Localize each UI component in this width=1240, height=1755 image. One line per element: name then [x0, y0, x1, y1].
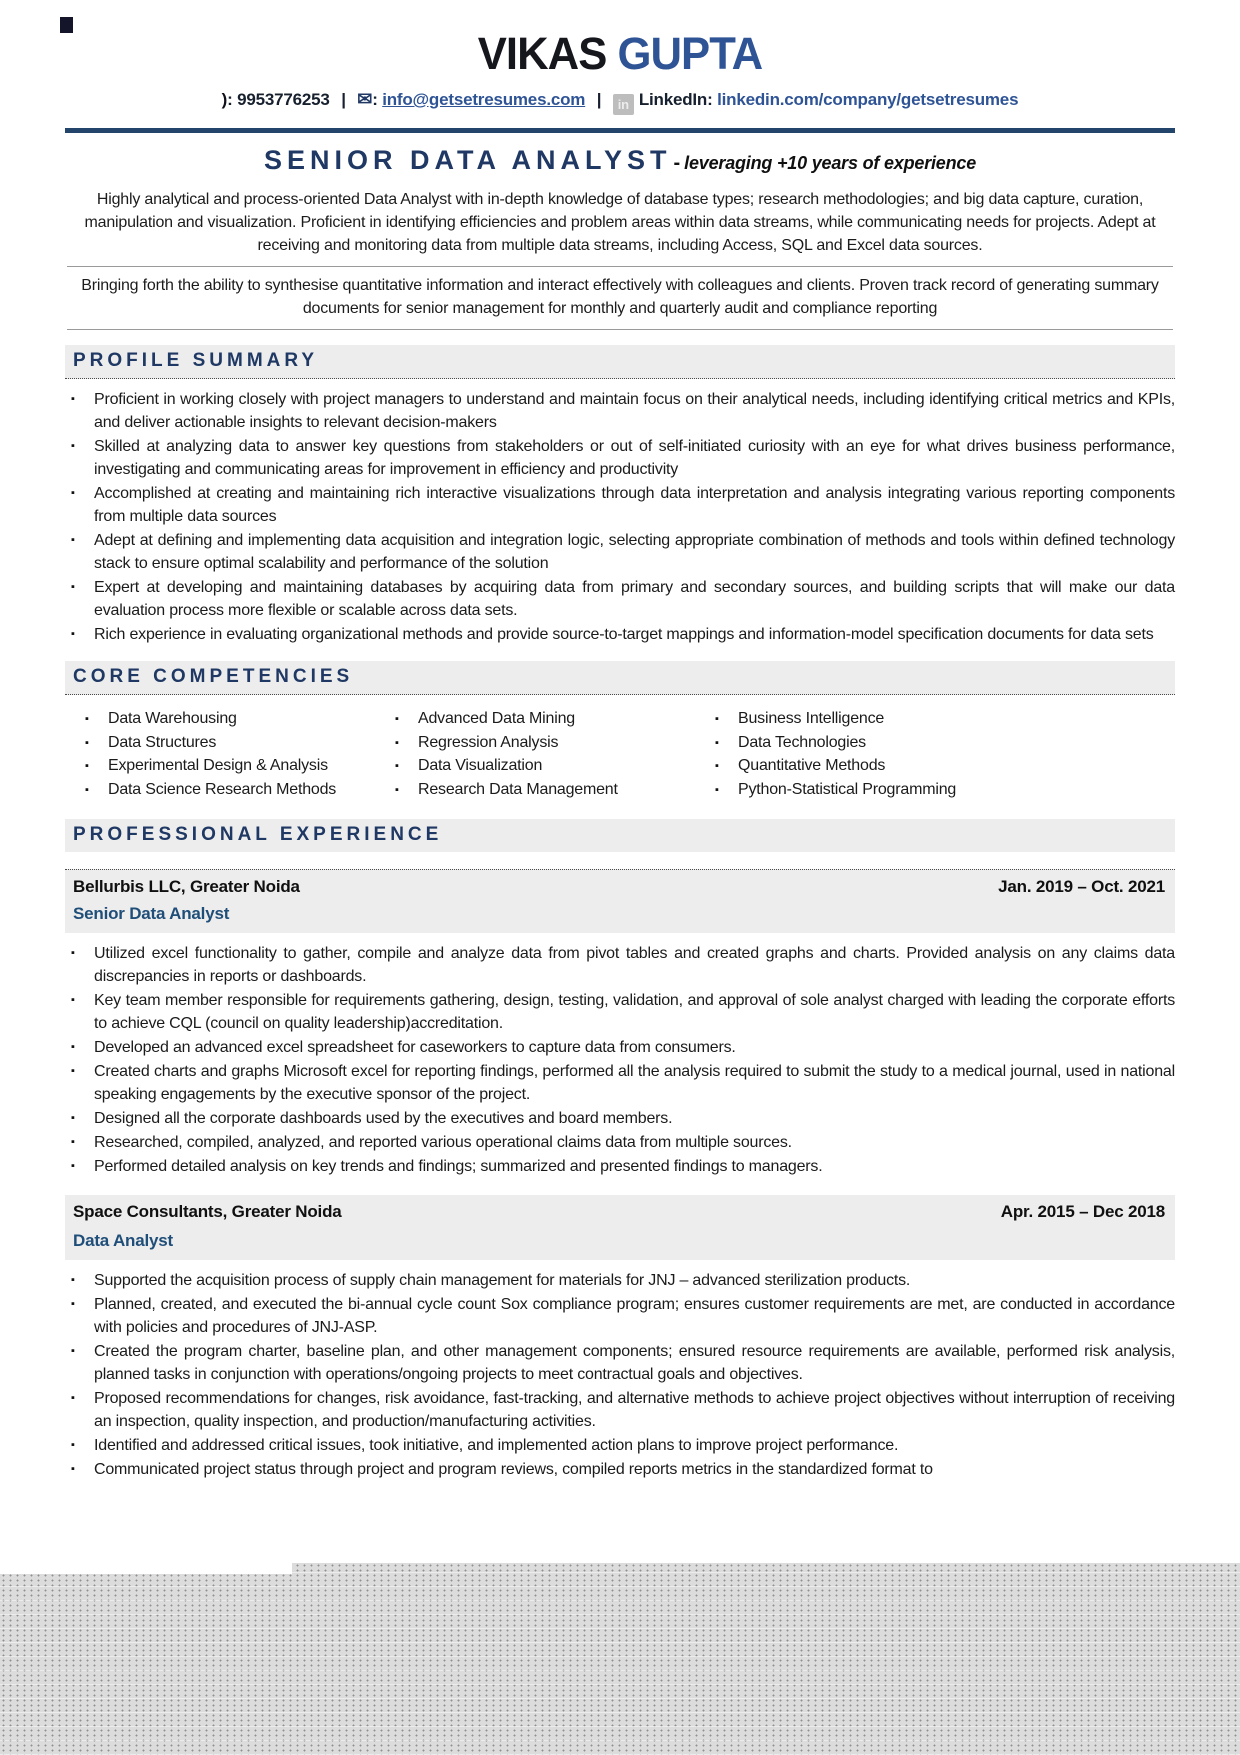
- title-row: [65, 144, 1175, 181]
- summary-paragraph-1: Highly analytical and process-oriented Data Analyst with in-depth knowledge of database types; research methodologies; and big data capture, curation, manipulation and visualization. Proficient in identifying efficiencies and problem areas within data streams, while communicating needs for projects. Adept at receiving and monitoring data from multiple data streams, including Access, SQL and Excel data sources.: [84, 191, 1156, 254]
- job-bullets-space-consultants: [65, 1269, 1175, 1481]
- job-header-space-consultants: [65, 1195, 1175, 1260]
- linkedin-label: LinkedIn:: [638, 90, 713, 109]
- contact-row: [65, 89, 1175, 115]
- profile-summary-list: [65, 388, 1175, 646]
- competency-item: ▪ Experimental Design & Analysis: [79, 755, 389, 778]
- job-company: Space Consultants, Greater Noida: [73, 1202, 342, 1221]
- job-dates: Apr. 2015 – Dec 2018: [1000, 1202, 1165, 1221]
- competency-item: ▪ Data Visualization: [389, 755, 709, 778]
- job-bullet: ▪ Utilized excel functionality to gather, compile and analyze data from pivot tables and created graphs and charts. Provided analysis on any claims data discrepancies in reports or dashboards.: [65, 942, 1175, 988]
- job-bullet: ▪ Identified and addressed critical issues, took initiative, and implemented action plans to improve project performance.: [65, 1434, 1175, 1457]
- job-bullet: ▪ Communicated project status through project and program reviews, compiled reports metrics in the standardized format to: [65, 1458, 1175, 1481]
- profile-bullet: ▪ Expert at developing and maintaining databases by acquiring data from primary and secondary sources, and building scripts that will make our data evaluation process more flexible or scalable across data sets.: [65, 576, 1175, 622]
- section-profile-summary-band: [65, 345, 1175, 379]
- candidate-first-name: VIKAS: [477, 28, 607, 79]
- job-dates: Jan. 2019 – Oct. 2021: [998, 877, 1165, 896]
- competency-column-2: [389, 708, 709, 802]
- section-heading-professional-experience: PROFESSIONAL EXPERIENCE: [73, 824, 443, 845]
- title-subtitle: leveraging +10 years of experience: [684, 153, 977, 173]
- job-bullet: ▪ Researched, compiled, analyzed, and reported various operational claims data from multiple sources.: [65, 1131, 1175, 1154]
- competency-item: ▪ Data Warehousing: [79, 708, 389, 731]
- email-link[interactable]: info@getsetresumes.com: [382, 90, 586, 109]
- job-bullet: ▪ Performed detailed analysis on key trends and findings; summarized and presented findings to managers.: [65, 1155, 1175, 1178]
- linkedin-link[interactable]: linkedin.com/company/getsetresumes: [717, 90, 1019, 109]
- title-dash: -: [673, 152, 681, 174]
- phone-icon: ): [221, 90, 228, 109]
- competency-item: ▪ Advanced Data Mining: [389, 708, 709, 731]
- contact-separator: |: [596, 90, 602, 109]
- section-professional-experience-band: [65, 819, 1175, 852]
- job-company: Bellurbis LLC, Greater Noida: [73, 877, 300, 896]
- summary-paragraph-2: Bringing forth the ability to synthesise quantitative information and interact effectively with colleagues and clients. Proven track record of generating summary documents for senior management for monthly and quarterly audit and compliance reporting: [81, 277, 1159, 317]
- competency-item: ▪ Business Intelligence: [709, 708, 1175, 731]
- competency-item: ▪ Data Technologies: [709, 732, 1175, 755]
- job-header-bellurbis: [65, 869, 1175, 933]
- job-bullets-bellurbis: [65, 942, 1175, 1178]
- profile-bullet: ▪ Adept at defining and implementing data acquisition and integration logic, selecting appropriate combination of methods and tools within defined technology stack to ensure optimal scalability and performance of the solution: [65, 529, 1175, 575]
- job-head-row: [73, 877, 1165, 897]
- resume-content: [0, 28, 1240, 1481]
- competency-column-3: [709, 708, 1175, 802]
- job-head-row: [73, 1202, 1165, 1222]
- job-bullet: ▪ Planned, created, and executed the bi-annual cycle count Sox compliance program; ensures customer requirements are met, are conducted in accordance with policies and procedures of JNJ-ASP.: [65, 1293, 1175, 1339]
- competencies-grid: [65, 695, 1175, 804]
- competency-item: ▪ Data Science Research Methods: [79, 779, 389, 802]
- bottom-texture-area: [0, 1563, 1240, 1755]
- competency-item: ▪ Research Data Management: [389, 779, 709, 802]
- job-bullet: ▪ Supported the acquisition process of supply chain management for materials for JNJ – advanced sterilization products.: [65, 1269, 1175, 1292]
- competency-item: ▪ Quantitative Methods: [709, 755, 1175, 778]
- section-heading-core-competencies: CORE COMPETENCIES: [73, 666, 354, 687]
- competency-item: ▪ Python-Statistical Programming: [709, 779, 1175, 802]
- header-divider: [65, 128, 1175, 133]
- section-core-competencies-band: [65, 661, 1175, 695]
- summary-divider: [67, 329, 1173, 330]
- profile-bullet: ▪ Accomplished at creating and maintaining rich interactive visualizations through data interpretation and analysis integrating various reporting components from multiple data sources: [65, 482, 1175, 528]
- phone-number: : 9953776253: [227, 90, 330, 109]
- contact-separator: |: [341, 90, 346, 109]
- page-title: SENIOR DATA ANALYST: [263, 145, 672, 175]
- corner-mark: [60, 17, 73, 33]
- summary-divider: [67, 266, 1173, 267]
- profile-bullet: ▪ Rich experience in evaluating organizational methods and provide source-to-target mappings and information-model specification documents for data sets: [65, 623, 1175, 646]
- job-bullet: ▪ Developed an advanced excel spreadsheet for caseworkers to capture data from consumers.: [65, 1036, 1175, 1059]
- candidate-name: [82, 28, 1159, 80]
- competency-item: ▪ Data Structures: [79, 732, 389, 755]
- email-colon: :: [372, 90, 378, 109]
- job-bullet: ▪ Designed all the corporate dashboards used by the executives and board members.: [65, 1107, 1175, 1130]
- section-heading-profile-summary: PROFILE SUMMARY: [73, 350, 319, 371]
- linkedin-icon: in: [613, 94, 634, 115]
- profile-bullet: ▪ Skilled at analyzing data to answer key questions from stakeholders or out of self-initiated curiosity with an eye for what drives business performance, investigating and communicating areas for improvement in efficiency and productivity: [65, 435, 1175, 481]
- job-role: Senior Data Analyst: [73, 904, 230, 923]
- candidate-last-name: GUPTA: [617, 28, 763, 79]
- competency-item: ▪ Regression Analysis: [389, 732, 709, 755]
- bottom-texture-notch: [0, 1563, 292, 1574]
- job-bullet: ▪ Created charts and graphs Microsoft excel for reporting findings, performed all the analysis required to submit the study to a medical journal, used in national speaking engagements by the executive sponsor of the project.: [65, 1060, 1175, 1106]
- competency-column-1: [79, 708, 389, 802]
- job-bullet: ▪ Proposed recommendations for changes, risk avoidance, fast-tracking, and alternative methods to achieve project objectives without interruption of receiving an inspection, quality inspection, and production/manufacturing activities.: [65, 1387, 1175, 1433]
- job-role: Data Analyst: [73, 1231, 173, 1250]
- profile-bullet: ▪ Proficient in working closely with project managers to understand and maintain focus on their analytical needs, including identifying critical metrics and KPIs, and deliver actionable insights to relevant decision-makers: [65, 388, 1175, 434]
- email-icon: ✉: [357, 89, 373, 109]
- job-bullet: ▪ Key team member responsible for requirements gathering, design, testing, validation, and approval of sole analyst charged with leading the corporate efforts to achieve CQL (council on quality leadership)accreditation.: [65, 989, 1175, 1035]
- job-bullet: ▪ Created the program charter, baseline plan, and other management components; ensured resource requirements are available, performed risk analysis, planned tasks in conjunction with operations/ongoing projects to meet contractual goals and objectives.: [65, 1340, 1175, 1386]
